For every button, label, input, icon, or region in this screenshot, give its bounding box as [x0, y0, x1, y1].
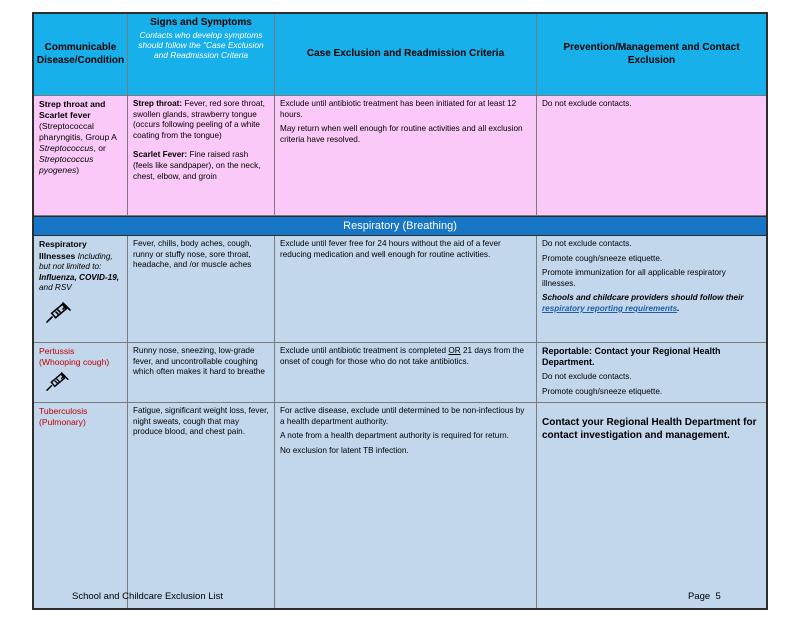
- syringe-icon: [45, 372, 69, 392]
- strep-organism-or: , or: [93, 143, 106, 153]
- footer-page: [688, 591, 721, 602]
- header-symptoms-label: Signs and Symptoms: [150, 17, 252, 28]
- pertussis-name: Pertussis: [39, 346, 75, 356]
- header-symptoms: [128, 14, 275, 95]
- footer-title: School and Childcare Exclusion List: [72, 591, 224, 602]
- strep-symptoms-cell: [128, 96, 275, 215]
- section-respiratory: [34, 216, 766, 236]
- resp-prevention-3: Promote immunization for all applicable respiratory illnesses.: [542, 268, 726, 288]
- resp-prevention-cell: [537, 236, 766, 342]
- resp-symptoms: Fever, chills, body aches, cough, runny or stuffy nose, sore throat, headache, and /or muscle aches: [133, 239, 252, 270]
- tb-disease-cell: [34, 403, 128, 608]
- header-exclusion-label: Case Exclusion and Readmission Criteria: [306, 48, 505, 60]
- pertussis-reportable: Reportable: Contact your Regional Health Department.: [542, 346, 721, 367]
- header-prevention: [537, 14, 766, 95]
- pertussis-disease-cell: [34, 343, 128, 402]
- header-symptoms-note: Contacts who develop symptoms should follow the "Case Exclusion and Readmission Criteria: [138, 29, 264, 60]
- strep-throat-symptoms: Fever, red sore throat, swollen glands, strawberry tongue (occurs following peeling of a white coating from the tongue): [133, 99, 265, 140]
- table-row-tuberculosis: [34, 403, 766, 608]
- pertussis-exclusion-b: 21 days from the onset of cough for those who do not take antibiotics.: [280, 346, 524, 366]
- pertussis-exclusion-a: Exclude until antibiotic treatment is completed: [280, 346, 447, 355]
- pertussis-prevention-cell: [537, 343, 766, 402]
- header-prevention-label: Prevention/Management and Contact Exclusion: [563, 42, 740, 66]
- resp-prevention-4-end: .: [677, 303, 680, 313]
- pertussis-symptoms-cell: [128, 343, 275, 402]
- tb-exclusion-2: A note from a health department authority is required for return.: [280, 431, 509, 441]
- resp-symptoms-cell: [128, 236, 275, 342]
- pertussis-alt-name: (Whooping cough): [39, 357, 110, 367]
- strep-exclusion-cell: [275, 96, 537, 215]
- tb-exclusion-1: For active disease, exclude until determined to be non-infectious by a health department authority.: [280, 406, 525, 426]
- syringe-icon: [45, 302, 71, 324]
- resp-list-and: and RSV: [39, 283, 72, 293]
- resp-exclusion-cell: [275, 236, 537, 342]
- table-row-strep: [34, 96, 766, 216]
- tb-name: Tuberculosis: [39, 406, 88, 416]
- section-title: Respiratory (Breathing): [343, 220, 457, 232]
- table-row-pertussis: [34, 343, 766, 403]
- strep-exclusion-1: Exclude until antibiotic treatment has been initiated for at least 12 hours.: [280, 99, 517, 119]
- footer-page-number: 5: [715, 591, 721, 602]
- tb-prevention-cell: [537, 403, 766, 608]
- pertussis-exclusion-or: OR: [448, 346, 461, 355]
- strep-organism-species: Streptococcus pyogenes: [39, 154, 94, 175]
- resp-prevention-4: Schools and childcare providers should follow their: [542, 293, 744, 303]
- resp-list: Influenza, COVID-19,: [39, 272, 120, 282]
- strep-name: Strep throat and Scarlet fever: [39, 99, 106, 120]
- strep-organism-genus: Streptococcus: [39, 143, 94, 153]
- resp-prevention-2: Promote cough/sneeze etiquette.: [542, 253, 663, 263]
- tb-alt-name: (Pulmonary): [39, 417, 86, 427]
- header-disease: [34, 14, 128, 95]
- header-exclusion: [275, 14, 537, 95]
- pertussis-prevention-2: Do not exclude contacts.: [542, 372, 632, 381]
- strep-prevention-cell: [537, 96, 766, 215]
- strep-disease-cell: [34, 96, 128, 215]
- scarlet-fever-symptoms: Fine raised rash (feels like sandpaper), on the neck, chest, elbow, and groin: [133, 150, 261, 181]
- resp-prevention-1: Do not exclude contacts.: [542, 239, 632, 248]
- tb-prevention: Contact your Regional Health Department for contact investigation and management.: [542, 417, 757, 441]
- tb-symptoms: Fatigue, significant weight loss, fever, night sweats, cough that may produce blood, and chest pain.: [133, 406, 269, 437]
- exclusion-table: [32, 12, 768, 610]
- footer-page-label: Page: [688, 591, 711, 602]
- resp-disease-cell: [34, 236, 128, 342]
- strep-exclusion-2: May return when well enough for routine activities and all exclusion criteria have resolved.: [280, 124, 523, 144]
- pertussis-symptoms: Runny nose, sneezing, low-grade fever, and uncontrollable coughing which often makes it hard to breathe: [133, 346, 265, 377]
- resp-exclusion: Exclude until fever free for 24 hours without the aid of a fever reducing medication and well enough for routine activities.: [280, 239, 501, 259]
- strep-organism: (Streptococcal pharyngitis, Group A: [39, 121, 117, 142]
- respiratory-reporting-link[interactable]: respiratory reporting requirements: [542, 303, 678, 313]
- resp-name: Respiratory Illnesses: [39, 239, 87, 261]
- tb-exclusion-3: No exclusion for latent TB infection.: [280, 445, 409, 455]
- scarlet-fever-label: Scarlet Fever:: [133, 150, 188, 160]
- pertussis-exclusion-cell: [275, 343, 537, 402]
- strep-organism-close: ): [76, 165, 80, 175]
- strep-throat-label: Strep throat:: [133, 99, 183, 108]
- table-header-row: [34, 14, 766, 96]
- pertussis-prevention-3: Promote cough/sneeze etiquette.: [542, 386, 663, 396]
- tb-symptoms-cell: [128, 403, 275, 608]
- resp-including: Including, but not limited to:: [39, 251, 113, 272]
- header-disease-label: Communicable Disease/Condition: [36, 42, 125, 66]
- strep-prevention-1: Do not exclude contacts.: [542, 99, 632, 108]
- tb-exclusion-cell: [275, 403, 537, 608]
- table-row-respiratory: [34, 236, 766, 343]
